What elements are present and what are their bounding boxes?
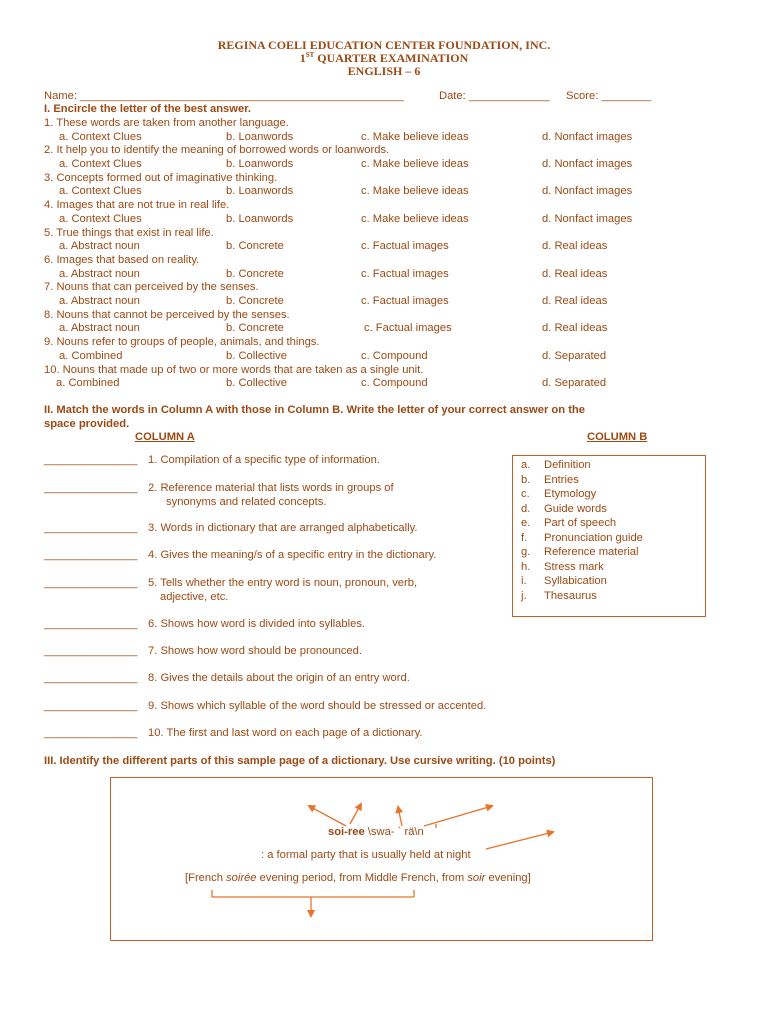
- choice-a[interactable]: a. Context Clues: [59, 157, 142, 170]
- choice-d[interactable]: d. Nonfact images: [542, 212, 633, 225]
- choice-c[interactable]: c. Factual images: [361, 240, 449, 253]
- choice-d[interactable]: d. Real ideas: [542, 322, 608, 335]
- choice-a[interactable]: a. Abstract noun: [59, 294, 140, 307]
- question-text: 6. Images that based on reality.: [44, 254, 200, 266]
- choice-a[interactable]: a. Combined: [59, 349, 123, 362]
- column-b-item: Reference material: [544, 546, 639, 558]
- choice-a[interactable]: a. Abstract noun: [59, 267, 140, 280]
- part1-instruction: I. Encircle the letter of the best answer.: [44, 103, 252, 115]
- choice-c[interactable]: c. Make believe ideas: [361, 212, 469, 225]
- part2-instruction-line1: II. Match the words in Column A with those in Column B. Write the letter of your correct answer on the: [44, 404, 585, 416]
- definition-text: : a formal party that is usually held at night: [261, 849, 471, 861]
- answer-blank[interactable]: _______________: [44, 577, 138, 589]
- choice-c[interactable]: c. Factual images: [364, 322, 452, 335]
- choice-a[interactable]: a. Abstract noun: [59, 322, 140, 335]
- question-text: 5. True things that exist in real life.: [44, 226, 214, 239]
- column-b-letter: b.: [521, 473, 531, 486]
- pronunciation-guide: \swa- ` rä\n: [364, 826, 424, 838]
- column-b-letter: h.: [521, 560, 531, 573]
- column-a-item: 6. Shows how word is divided into syllables.: [148, 618, 366, 630]
- choice-c[interactable]: c. Compound: [361, 349, 428, 362]
- column-b-letter: e.: [521, 517, 531, 529]
- column-b-letter: j.: [521, 589, 527, 602]
- column-a-item-cont: synonyms and related concepts.: [166, 495, 327, 508]
- choice-b[interactable]: b. Concrete: [226, 240, 284, 253]
- column-a-item: 10. The first and last word on each page of a dictionary.: [148, 727, 423, 739]
- answer-blank[interactable]: _______________: [44, 672, 138, 684]
- column-b-item: Etymology: [544, 488, 597, 500]
- choice-d[interactable]: d. Real ideas: [542, 294, 608, 307]
- exam-title-text: QUARTER EXAMINATION: [314, 51, 469, 65]
- etymology-part: evening]: [485, 872, 531, 884]
- etymology-word: soir: [467, 872, 486, 884]
- column-a-item-cont: adjective, etc.: [160, 590, 229, 603]
- column-b-item: Part of speech: [544, 517, 617, 529]
- choice-a[interactable]: a. Context Clues: [59, 212, 142, 225]
- column-b-letter: c.: [521, 488, 530, 500]
- score-field[interactable]: Score: ________: [566, 90, 652, 102]
- column-b-letter: f.: [521, 531, 528, 544]
- question-text: 7. Nouns that can perceived by the senses.: [44, 281, 259, 294]
- etymology-part: [French: [185, 872, 227, 884]
- column-b-letter: i.: [521, 575, 527, 587]
- choice-d[interactable]: d. Real ideas: [542, 240, 608, 253]
- choice-c[interactable]: c. Factual images: [361, 267, 449, 280]
- choice-c[interactable]: c. Make believe ideas: [361, 130, 469, 143]
- school-name: REGINA COELI EDUCATION CENTER FOUNDATION, INC.: [217, 38, 551, 52]
- column-a-item: 9. Shows which syllable of the word should be stressed or accented.: [148, 700, 487, 712]
- column-a-title: COLUMN A: [135, 431, 195, 443]
- choice-b[interactable]: b. Concrete: [226, 267, 284, 280]
- arrow-stress-mark: [398, 807, 402, 826]
- answer-blank[interactable]: _______________: [44, 549, 138, 561]
- choice-b[interactable]: b. Collective: [226, 377, 287, 390]
- answer-blank[interactable]: _______________: [44, 454, 138, 466]
- column-a-item: 4. Gives the meaning/s of a specific entry in the dictionary.: [148, 549, 437, 561]
- question-text: 10. Nouns that made up of two or more words that are taken as a single unit.: [44, 363, 424, 376]
- choice-b[interactable]: b. Concrete: [226, 322, 284, 335]
- choice-a[interactable]: a. Combined: [56, 377, 120, 390]
- choice-d[interactable]: d. Separated: [542, 377, 607, 390]
- column-b-item: Syllabication: [544, 575, 607, 587]
- answer-blank[interactable]: _______________: [44, 700, 138, 712]
- column-a-item: 8. Gives the details about the origin of an entry word.: [148, 672, 410, 684]
- answer-blank[interactable]: _______________: [44, 645, 138, 657]
- column-b-item: Thesaurus: [544, 589, 597, 602]
- choice-b[interactable]: b. Loanwords: [226, 212, 294, 225]
- arrow-entry-word: [309, 806, 346, 826]
- choice-d[interactable]: d. Nonfact images: [542, 157, 633, 170]
- etymology-part: evening period, from Middle French, from: [256, 872, 468, 884]
- column-a-item: 3. Words in dictionary that are arranged alphabetically.: [148, 522, 418, 534]
- question-text: 2. It help you to identify the meaning of borrowed words or loanwords.: [44, 144, 390, 157]
- column-b-item: Guide words: [544, 502, 607, 515]
- answer-blank[interactable]: _______________: [44, 618, 138, 630]
- column-b-item: Definition: [544, 459, 591, 471]
- question-text: 1. These words are taken from another language.: [44, 117, 289, 129]
- column-a-item: 5. Tells whether the entry word is noun, pronoun, verb,: [148, 577, 418, 589]
- column-b-letter: d.: [521, 502, 531, 515]
- subject-title: ENGLISH – 6: [347, 64, 421, 78]
- column-b-letter: a.: [521, 459, 531, 471]
- entry-word: soi-ree: [328, 826, 365, 838]
- arrow-part-of-speech: [486, 832, 553, 849]
- column-b-title: COLUMN B: [587, 431, 648, 443]
- entry-word-line: [328, 826, 424, 838]
- choice-d[interactable]: d. Real ideas: [542, 267, 608, 280]
- part2-instruction-line2: space provided.: [44, 418, 130, 430]
- column-a-item: 1. Compilation of a specific type of information.: [148, 454, 380, 466]
- question-text: 8. Nouns that cannot be perceived by the senses.: [44, 308, 290, 321]
- question-text: 9. Nouns refer to groups of people, animals, and things.: [44, 336, 320, 349]
- choice-b[interactable]: b. Concrete: [226, 294, 284, 307]
- etymology-bracket: [212, 890, 414, 897]
- date-field[interactable]: Date: _____________: [439, 90, 550, 102]
- question-text: 3. Concepts formed out of imaginative thinking.: [44, 171, 278, 184]
- part3-instruction: III. Identify the different parts of this sample page of a dictionary. Use cursive writing. (10 points): [44, 755, 556, 767]
- column-b-item: Stress mark: [544, 560, 604, 573]
- choice-a[interactable]: a. Context Clues: [59, 130, 142, 143]
- name-field[interactable]: Name: ____________________________________________________: [44, 90, 404, 102]
- arrow-syllable: [350, 804, 361, 824]
- question-text: 4. Images that are not true in real life.: [44, 199, 230, 212]
- choice-d[interactable]: d. Separated: [542, 349, 607, 362]
- answer-blank[interactable]: _______________: [44, 522, 138, 534]
- choice-a[interactable]: a. Abstract noun: [59, 240, 140, 253]
- column-a-item: 7. Shows how word should be pronounced.: [148, 645, 362, 657]
- choice-c[interactable]: c. Make believe ideas: [361, 185, 469, 198]
- arrow-pronunciation: [424, 806, 492, 826]
- answer-blank[interactable]: _______________: [44, 727, 138, 739]
- column-b-item: Pronunciation guide: [544, 531, 643, 544]
- column-b-item: Entries: [544, 473, 579, 486]
- etymology-text: [185, 872, 531, 884]
- column-b-letter: g.: [521, 546, 531, 558]
- exam-number: 1: [299, 51, 306, 65]
- answer-blank[interactable]: _______________: [44, 482, 138, 494]
- etymology-word: soirée: [226, 872, 257, 884]
- choice-c[interactable]: c. Make believe ideas: [361, 157, 469, 170]
- choice-b[interactable]: b. Loanwords: [226, 185, 294, 198]
- choice-b[interactable]: b. Collective: [226, 349, 287, 362]
- choice-b[interactable]: b. Loanwords: [226, 157, 294, 170]
- choice-a[interactable]: a. Context Clues: [59, 185, 142, 198]
- choice-c[interactable]: c. Compound: [361, 377, 428, 390]
- choice-c[interactable]: c. Factual images: [361, 294, 449, 307]
- choice-d[interactable]: d. Nonfact images: [542, 130, 633, 143]
- exam-superscript: ST: [305, 51, 315, 59]
- choice-b[interactable]: b. Loanwords: [226, 130, 294, 143]
- choice-d[interactable]: d. Nonfact images: [542, 185, 633, 198]
- column-a-item: 2. Reference material that lists words in groups of: [148, 482, 394, 494]
